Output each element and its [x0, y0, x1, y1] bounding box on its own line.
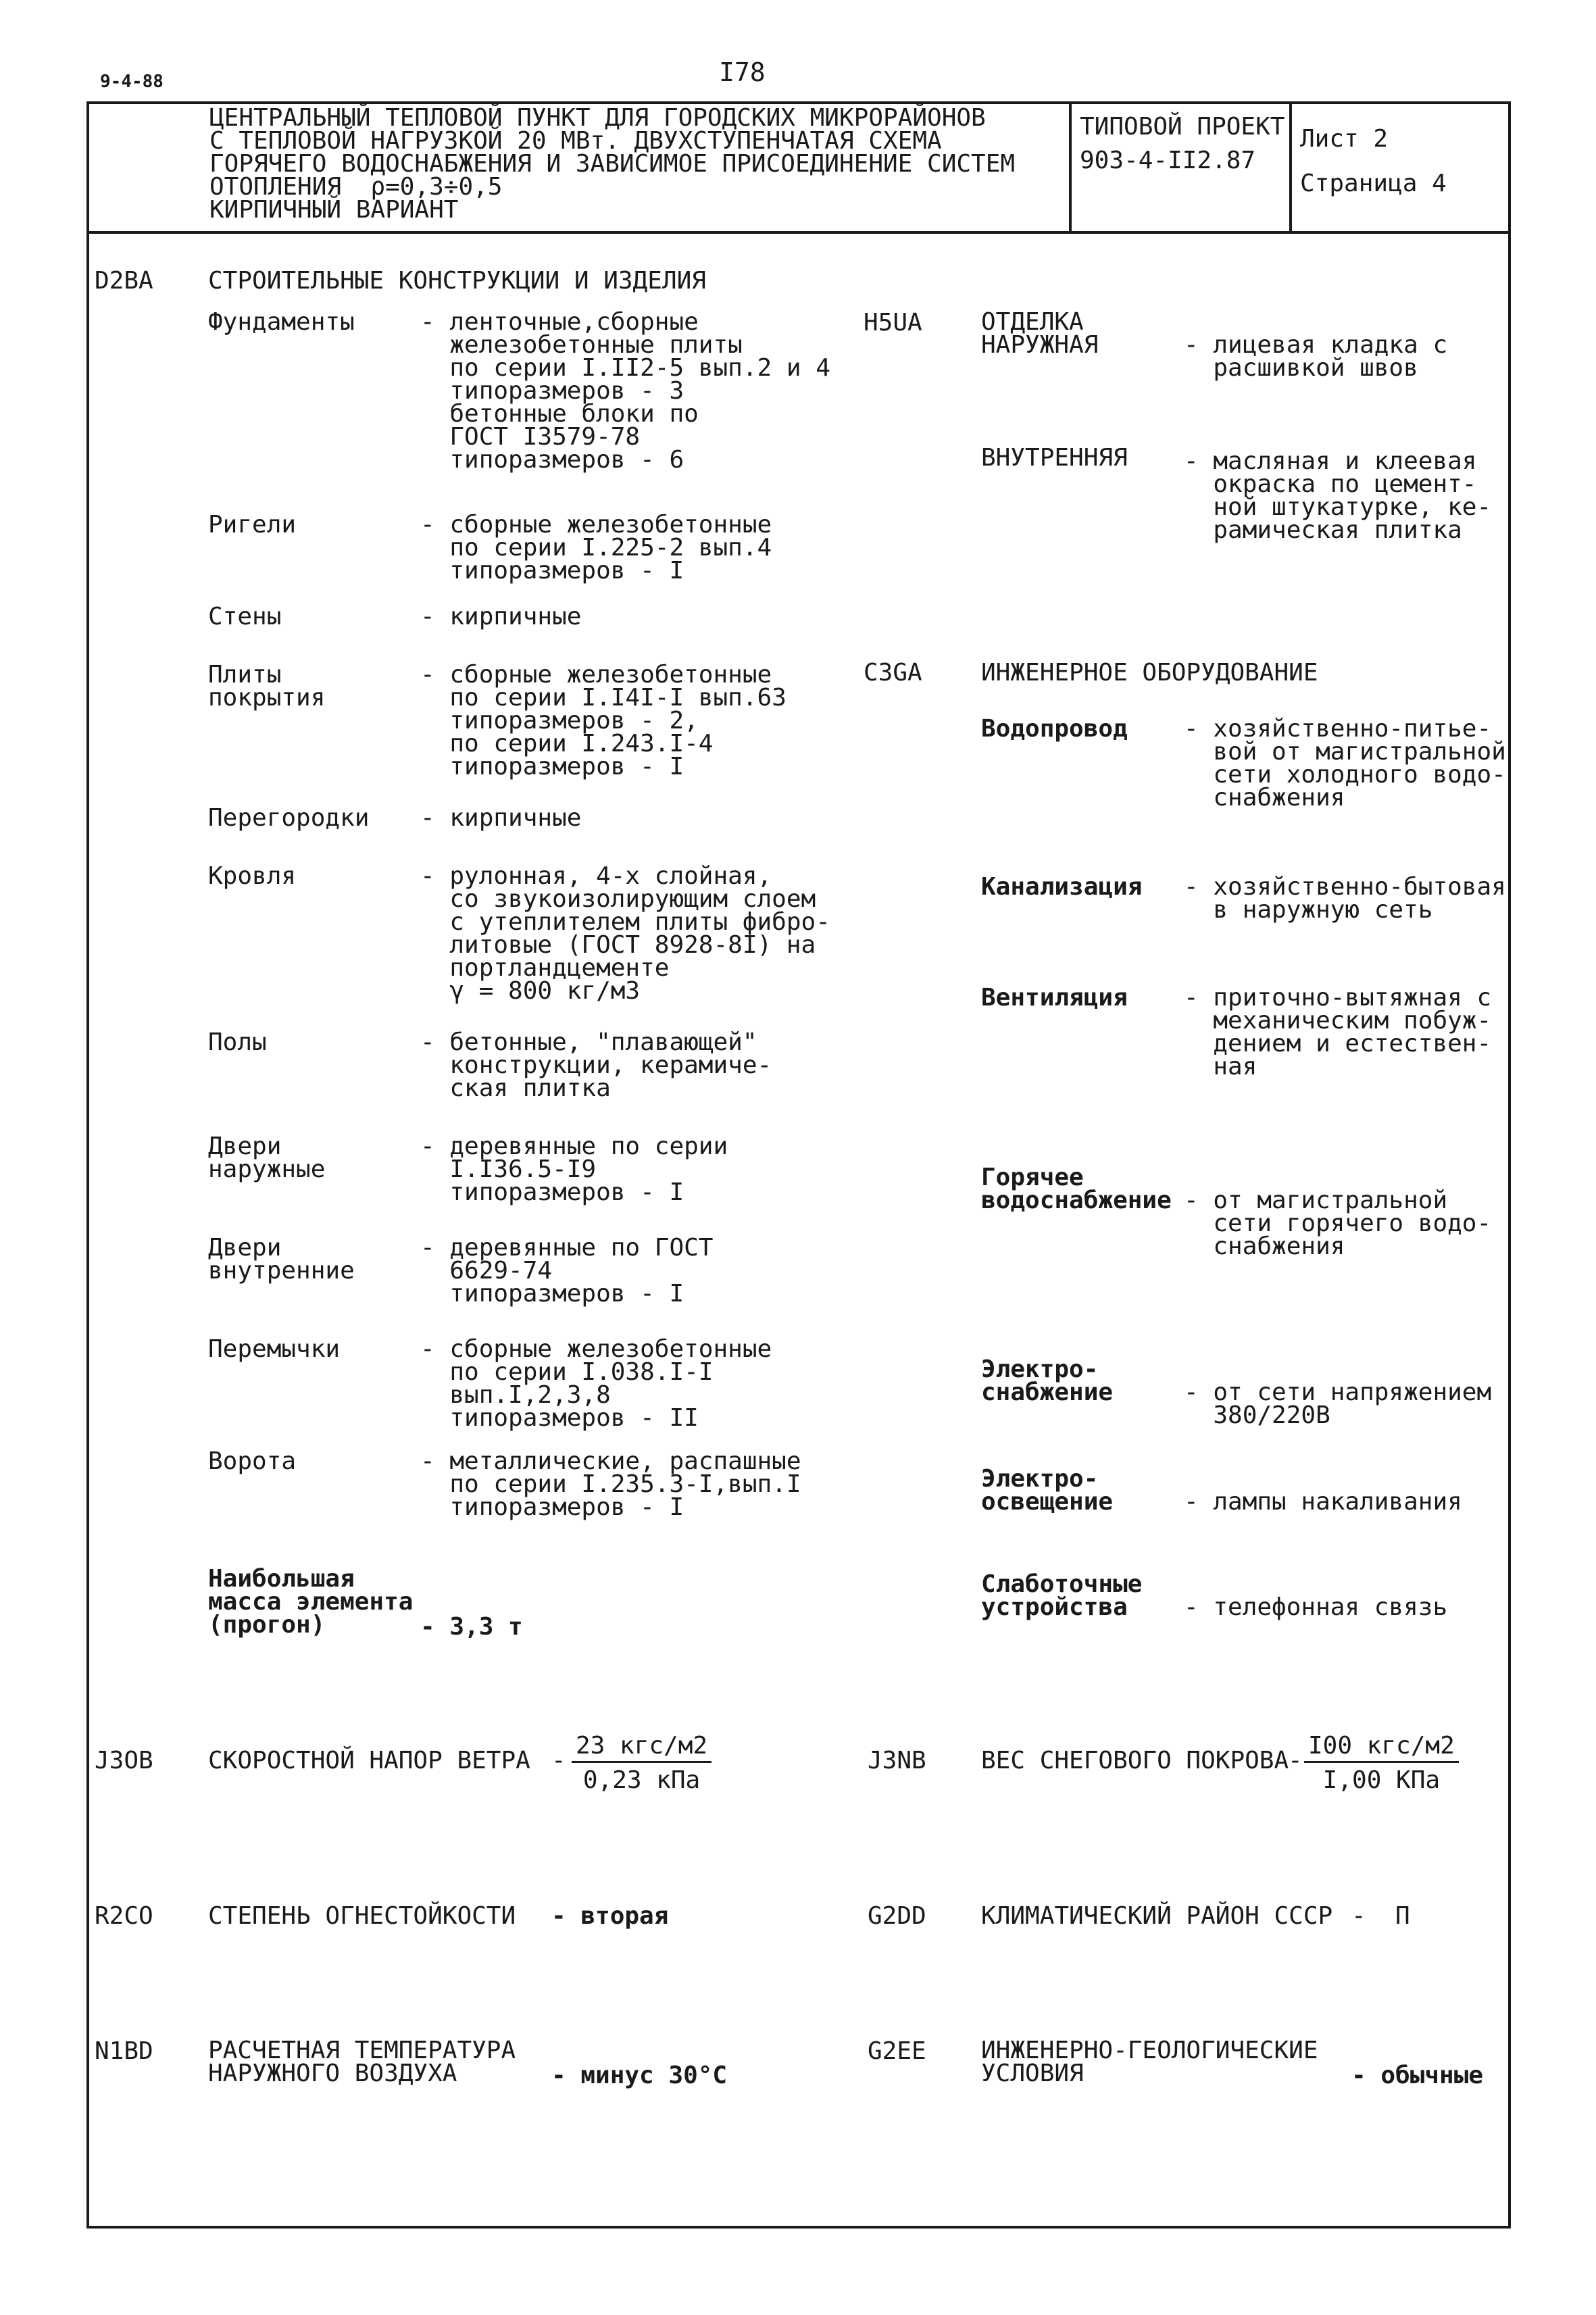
- construction-name: [208, 1132, 326, 1183]
- value-line: бетонные блоки по: [420, 400, 699, 428]
- construction-value: [420, 661, 787, 780]
- construction-name-line: Перемычки: [208, 1335, 341, 1363]
- code-g2dd: G2DD: [868, 1902, 926, 1930]
- equipment-name-line: Вентиляция: [981, 984, 1128, 1012]
- finishing-title: [981, 308, 1099, 359]
- value-line: - от сети напряжением: [1184, 1378, 1492, 1406]
- value-line: дением и естествен-: [1184, 1030, 1492, 1057]
- construction-name-line: Ригели: [208, 511, 297, 539]
- section-title-constructions: СТРОИТЕЛЬНЫЕ КОНСТРУКЦИИ И ИЗДЕЛИЯ: [208, 267, 706, 295]
- construction-name-line: Стены: [208, 603, 282, 630]
- value-line: со звукоизолирующим слоем: [420, 885, 816, 913]
- value-line: ГОСТ I3579-78: [420, 423, 641, 451]
- value-line: по серии I.II2-5 вып.2 и 4: [420, 354, 830, 382]
- equipment-name: [981, 715, 1128, 743]
- header-title-line: ОТОПЛЕНИЯ ρ=0,3÷0,5: [209, 173, 503, 201]
- value-line: типоразмеров - 2,: [420, 707, 699, 735]
- construction-name-line: Двери: [208, 1132, 282, 1160]
- value-line: с утеплителем плиты фибро-: [420, 908, 830, 936]
- value-line: по серии I.243.I-4: [420, 730, 714, 757]
- code-n1bd: N1BD: [95, 2037, 153, 2065]
- heaviest-label-line: Наибольшая: [208, 1565, 355, 1593]
- heaviest-label-line: (прогон): [208, 1611, 326, 1639]
- value-line: ская плитка: [420, 1074, 611, 1102]
- code-j3nb: J3NB: [868, 1747, 926, 1774]
- equipment-title: ИНЖЕНЕРНОЕ ОБОРУДОВАНИЕ: [981, 659, 1318, 687]
- finishing-title-line: ОТДЕЛКА: [981, 308, 1084, 336]
- header-divider-2: [1289, 101, 1292, 232]
- finishing-inner-value: [1184, 447, 1492, 544]
- value-line: - кирпичные: [420, 603, 582, 630]
- equipment-name-line: Горячее: [981, 1164, 1084, 1191]
- construction-name: [208, 511, 297, 539]
- construction-value: [420, 804, 582, 832]
- construction-name-line: Ворота: [208, 1447, 297, 1475]
- value-line: окраска по цемент-: [1184, 470, 1477, 498]
- equipment-name: [981, 1166, 1172, 1212]
- construction-name: [208, 804, 370, 832]
- value-line: конструкции, керамиче-: [420, 1051, 772, 1079]
- value-line: литовые (ГОСТ 8928-8I) на: [420, 931, 816, 959]
- value-line: - лампы накаливания: [1184, 1488, 1462, 1516]
- equipment-name-line: Слаботочные: [981, 1570, 1143, 1598]
- value-line: в наружную сеть: [1184, 896, 1433, 924]
- construction-value: [420, 308, 830, 474]
- value-line: - ленточные,сборные: [420, 308, 699, 336]
- equipment-name: [981, 1465, 1114, 1516]
- value-line: расшивкой швов: [1184, 354, 1418, 382]
- header-title-line: С ТЕПЛОВОЙ НАГРУЗКОЙ 20 МВт. ДВУХСТУПЕНЧАТАЯ СХЕМА: [209, 127, 942, 155]
- wind-dash: -: [551, 1747, 566, 1774]
- value-line: по серии I.235.3-I,вып.I: [420, 1470, 801, 1498]
- equipment-name: [981, 984, 1128, 1012]
- construction-value: [420, 605, 581, 628]
- snow-dash: -: [1288, 1747, 1303, 1774]
- construction-name: [208, 308, 355, 336]
- equipment-name: [981, 873, 1143, 901]
- value-line: ная: [1184, 1053, 1257, 1080]
- value-line: железобетонные плиты: [420, 331, 743, 359]
- climate-region-value: - П: [1351, 1902, 1410, 1930]
- construction-value: [420, 1335, 772, 1432]
- value-line: портландцементе: [420, 954, 670, 982]
- value-line: - деревянные по ГОСТ: [420, 1234, 714, 1262]
- equipment-value: [1184, 1378, 1492, 1429]
- value-line: типоразмеров - I: [420, 1178, 684, 1206]
- equipment-value: [1184, 715, 1506, 812]
- wind-value-kgf: 23 кгс/м2: [572, 1734, 712, 1763]
- value-line: - лицевая кладка с: [1184, 331, 1448, 359]
- snow-value-kgf: I00 кгс/м2: [1304, 1734, 1459, 1763]
- value-line: типоразмеров - 3: [420, 377, 684, 405]
- header-title: [209, 104, 1016, 224]
- value-line: по серии I.225-2 вып.4: [420, 534, 772, 562]
- equipment-value: [1184, 1189, 1491, 1258]
- code-g2ee: G2EE: [868, 2037, 926, 2065]
- equipment-name-line: освещение: [981, 1488, 1114, 1516]
- section-code-c3ga: C3GA: [864, 659, 922, 687]
- value-line: типоразмеров - I: [420, 1493, 684, 1521]
- construction-name: [208, 1447, 297, 1475]
- value-line: типоразмеров - I: [420, 557, 684, 584]
- equipment-value: [1184, 984, 1492, 1080]
- construction-name: [208, 605, 281, 628]
- value-line: 380/220В: [1184, 1401, 1330, 1429]
- value-line: - хозяйственно-питье-: [1184, 715, 1492, 743]
- construction-value: [420, 1132, 728, 1206]
- margin-code: 9-4-88: [100, 72, 164, 92]
- header-title-line: ГОРЯЧЕГО ВОДОСНАБЖЕНИЯ И ЗАВИСИМОЕ ПРИСОЕДИНЕНИЕ СИСТЕМ: [209, 150, 1016, 178]
- project-label: ТИПОВОЙ ПРОЕКТ: [1080, 113, 1285, 141]
- temperature-label-line: РАСЧЕТНАЯ ТЕМПЕРАТУРА: [208, 2037, 516, 2064]
- value-line: - металлические, распашные: [420, 1447, 801, 1475]
- construction-name: [208, 661, 326, 712]
- climate-region-label: КЛИМАТИЧЕСКИЙ РАЙОН СССР: [981, 1902, 1333, 1930]
- equipment-name: [981, 1355, 1114, 1406]
- value-line: - хозяйственно-бытовая: [1184, 873, 1506, 901]
- finishing-title-line: НАРУЖНАЯ: [981, 331, 1099, 359]
- construction-name-line: Двери: [208, 1234, 282, 1262]
- wind-label: СКОРОСТНОЙ НАПОР ВЕТРА: [208, 1747, 530, 1774]
- wind-value-kpa: 0,23 кПа: [582, 1766, 701, 1794]
- project-number: 903-4-II2.87: [1080, 147, 1256, 174]
- equipment-name: [981, 1570, 1143, 1621]
- code-r2co: R2CO: [95, 1902, 153, 1930]
- value-line: ной штукатурке, ке-: [1184, 493, 1492, 521]
- header-title-line: КИРПИЧНЫЙ ВАРИАНТ: [209, 196, 459, 224]
- construction-name-line: Перегородки: [208, 804, 370, 832]
- value-line: - сборные железобетонные: [420, 661, 772, 689]
- value-line: - телефонная связь: [1184, 1593, 1448, 1621]
- value-line: γ = 800 кг/м3: [420, 977, 641, 1005]
- geology-value: - обычные: [1351, 2062, 1484, 2089]
- section-code-h5ua: H5UA: [864, 309, 922, 337]
- geology-label-line: ИНЖЕНЕРНО-ГЕОЛОГИЧЕСКИЕ: [981, 2037, 1318, 2064]
- value-line: - масляная и клеевая: [1184, 447, 1477, 475]
- value-line: по серии I.I4I-I вып.63: [420, 684, 787, 712]
- construction-name-line: наружные: [208, 1155, 326, 1183]
- equipment-value: [1184, 873, 1506, 924]
- fire-resistance-value: - вторая: [551, 1902, 669, 1930]
- value-line: - бетонные, "плавающей": [420, 1028, 757, 1056]
- wind-value-fraction: [572, 1734, 712, 1793]
- construction-name: [208, 1234, 355, 1285]
- value-line: сети горячего водо-: [1184, 1210, 1492, 1237]
- value-line: - кирпичные: [420, 804, 582, 832]
- geology-label-line: УСЛОВИЯ: [981, 2060, 1084, 2087]
- equipment-name-line: Электро-: [981, 1465, 1099, 1493]
- page-number: I78: [719, 57, 766, 87]
- finishing-inner-label: ВНУТРЕННЯЯ: [981, 444, 1128, 472]
- value-line: вой от магистральной: [1184, 738, 1506, 766]
- value-line: типоразмеров - II: [420, 1404, 699, 1432]
- value-line: - деревянные по серии: [420, 1132, 728, 1160]
- value-line: типоразмеров - 6: [420, 446, 684, 474]
- value-line: снабжения: [1184, 1233, 1345, 1260]
- value-line: рамическая плитка: [1184, 516, 1462, 544]
- value-line: - рулонная, 4-х слойная,: [420, 862, 772, 890]
- equipment-value: [1184, 1488, 1462, 1516]
- equipment-name-line: водоснабжение: [981, 1187, 1172, 1214]
- heaviest-element-value: - 3,3 т: [420, 1613, 523, 1641]
- page-label: Страница 4: [1300, 170, 1447, 197]
- construction-name-line: Фундаменты: [208, 308, 355, 336]
- construction-name: [208, 1335, 341, 1363]
- header-title-line: ЦЕНТРАЛЬНЫЙ ТЕПЛОВОЙ ПУНКТ ДЛЯ ГОРОДСКИХ МИКРОРАЙОНОВ: [209, 104, 986, 132]
- value-line: вып.I,2,3,8: [420, 1381, 611, 1409]
- equipment-name-line: снабжение: [981, 1378, 1114, 1406]
- section-code-d2ba: D2BA: [95, 267, 153, 295]
- snow-label: ВЕС СНЕГОВОГО ПОКРОВА: [981, 1747, 1289, 1774]
- sheet-number: Лист 2: [1300, 125, 1389, 153]
- construction-name-line: Плиты: [208, 661, 282, 689]
- construction-name-line: Полы: [208, 1028, 267, 1056]
- header-bottom-divider: [86, 231, 1511, 234]
- construction-name: [208, 1028, 267, 1056]
- construction-value: [420, 862, 830, 1005]
- fire-resistance-label: СТЕПЕНЬ ОГНЕСТОЙКОСТИ: [208, 1902, 516, 1930]
- value-line: механическим побуж-: [1184, 1007, 1492, 1035]
- construction-value: [420, 1447, 801, 1521]
- construction-name-line: Кровля: [208, 862, 297, 890]
- value-line: 6629-74: [420, 1257, 553, 1285]
- value-line: типоразмеров - I: [420, 1280, 684, 1308]
- finishing-outer-value: [1184, 331, 1448, 382]
- equipment-value: [1184, 1593, 1448, 1621]
- equipment-name-line: Электро-: [981, 1355, 1099, 1383]
- construction-value: [420, 1234, 714, 1308]
- value-line: - сборные железобетонные: [420, 1335, 772, 1363]
- value-line: сети холодного водо-: [1184, 761, 1506, 789]
- value-line: снабжения: [1184, 784, 1345, 812]
- header-divider-1: [1069, 101, 1072, 232]
- heaviest-element-label: [208, 1565, 414, 1639]
- equipment-name-line: Водопровод: [981, 715, 1128, 743]
- snow-value-fraction: [1304, 1734, 1459, 1793]
- value-line: типоразмеров - I: [420, 753, 684, 780]
- temperature-value: - минус 30°С: [551, 2062, 728, 2089]
- value-line: I.I36.5-I9: [420, 1155, 597, 1183]
- geology-label: [981, 2039, 1318, 2085]
- value-line: по серии I.038.I-I: [420, 1358, 714, 1386]
- equipment-name-line: устройства: [981, 1593, 1128, 1621]
- value-line: - от магистральной: [1184, 1187, 1448, 1214]
- heaviest-label-line: масса элемента: [208, 1588, 414, 1616]
- construction-value: [420, 1028, 772, 1102]
- value-line: - приточно-вытяжная с: [1184, 984, 1492, 1012]
- value-line: - сборные железобетонные: [420, 511, 772, 539]
- temperature-label: [208, 2039, 516, 2085]
- temperature-label-line: НАРУЖНОГО ВОЗДУХА: [208, 2060, 457, 2087]
- construction-name-line: покрытия: [208, 684, 326, 712]
- construction-name: [208, 862, 297, 890]
- code-j3ob: J3OB: [95, 1747, 153, 1774]
- snow-value-kpa: I,00 КПа: [1322, 1766, 1441, 1794]
- construction-name-line: внутренние: [208, 1257, 355, 1285]
- construction-value: [420, 511, 772, 584]
- equipment-name-line: Канализация: [981, 873, 1143, 901]
